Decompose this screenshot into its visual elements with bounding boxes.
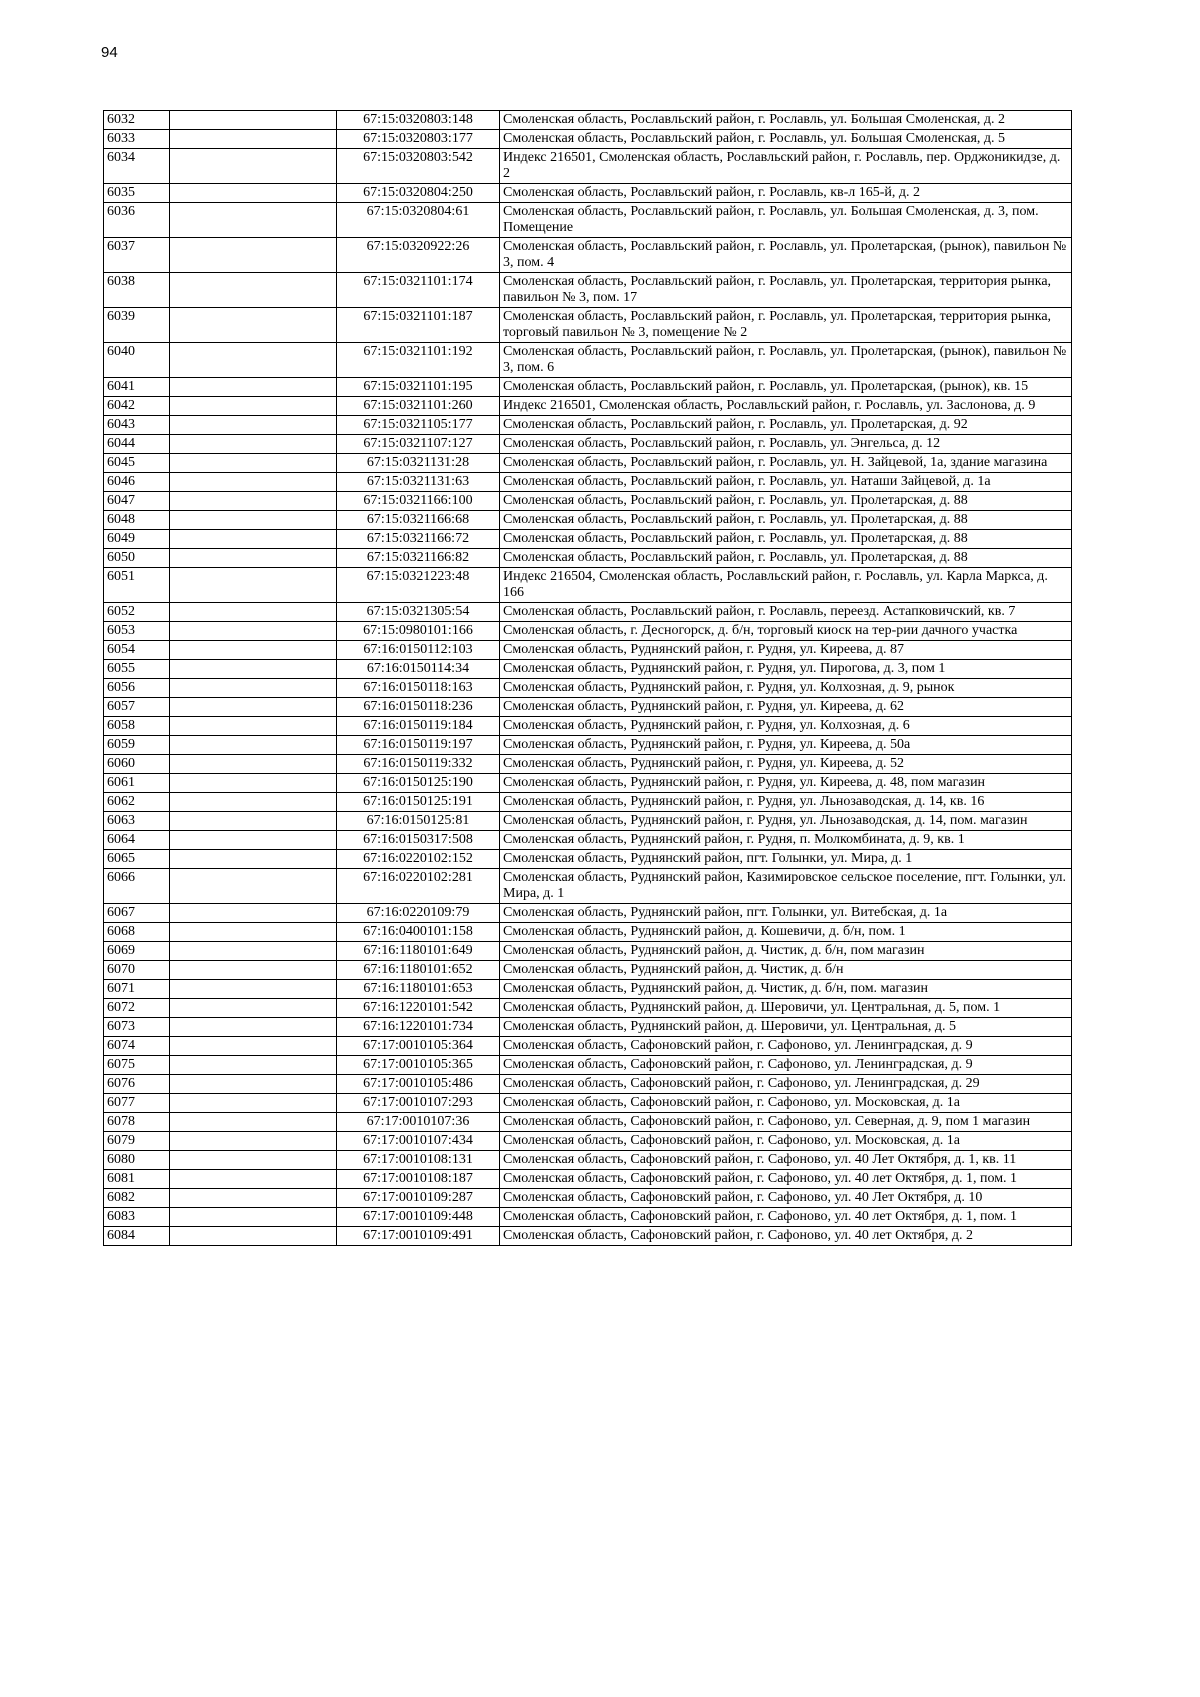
cadastral-number-cell: 67:17:0010105:486 [337, 1075, 500, 1094]
cadastral-number-cell: 67:16:0220109:79 [337, 904, 500, 923]
row-number-cell: 6072 [104, 999, 170, 1018]
empty-cell [170, 397, 337, 416]
address-cell: Смоленская область, Сафоновский район, г. Сафоново, ул. Ленинградская, д. 29 [500, 1075, 1072, 1094]
cadastral-number-cell: 67:16:0150119:184 [337, 717, 500, 736]
address-cell: Смоленская область, Руднянский район, д. Кошевичи, д. б/н, пом. 1 [500, 923, 1072, 942]
table-row [104, 999, 1072, 1018]
cadastral-number-cell: 67:15:0320803:542 [337, 149, 500, 184]
cadastral-number-cell: 67:17:0010107:293 [337, 1094, 500, 1113]
table-row [104, 1018, 1072, 1037]
address-cell: Смоленская область, Руднянский район, г. Рудня, ул. Колхозная, д. 9, рынок [500, 679, 1072, 698]
empty-cell [170, 308, 337, 343]
cadastral-number-cell: 67:17:0010109:491 [337, 1227, 500, 1246]
row-number-cell: 6060 [104, 755, 170, 774]
cadastral-number-cell: 67:16:1180101:649 [337, 942, 500, 961]
table-row [104, 130, 1072, 149]
empty-cell [170, 831, 337, 850]
row-number-cell: 6069 [104, 942, 170, 961]
row-number-cell: 6050 [104, 549, 170, 568]
cadastral-number-cell: 67:15:0321166:68 [337, 511, 500, 530]
address-cell: Смоленская область, Рославльский район, г. Рославль, ул. Пролетарская, д. 88 [500, 530, 1072, 549]
registry-table-body [104, 111, 1072, 1246]
address-cell: Смоленская область, Руднянский район, д. Чистик, д. б/н [500, 961, 1072, 980]
empty-cell [170, 1113, 337, 1132]
empty-cell [170, 736, 337, 755]
cadastral-number-cell: 67:15:0321101:192 [337, 343, 500, 378]
address-cell: Смоленская область, Рославльский район, г. Рославль, ул. Пролетарская, д. 88 [500, 511, 1072, 530]
row-number-cell: 6034 [104, 149, 170, 184]
empty-cell [170, 961, 337, 980]
empty-cell [170, 717, 337, 736]
cadastral-number-cell: 67:15:0320804:250 [337, 184, 500, 203]
cadastral-number-cell: 67:15:0321305:54 [337, 603, 500, 622]
table-row [104, 238, 1072, 273]
row-number-cell: 6064 [104, 831, 170, 850]
table-row [104, 530, 1072, 549]
empty-cell [170, 904, 337, 923]
address-cell: Смоленская область, г. Десногорск, д. б/н, торговый киоск на тер-рии дачного участка [500, 622, 1072, 641]
address-cell: Смоленская область, Сафоновский район, г. Сафоново, ул. Ленинградская, д. 9 [500, 1056, 1072, 1075]
row-number-cell: 6080 [104, 1151, 170, 1170]
row-number-cell: 6051 [104, 568, 170, 603]
address-cell: Смоленская область, Сафоновский район, г. Сафоново, ул. 40 Лет Октября, д. 1, кв. 11 [500, 1151, 1072, 1170]
row-number-cell: 6037 [104, 238, 170, 273]
row-number-cell: 6075 [104, 1056, 170, 1075]
cadastral-number-cell: 67:17:0010107:36 [337, 1113, 500, 1132]
empty-cell [170, 1056, 337, 1075]
address-cell: Смоленская область, Руднянский район, г. Рудня, ул. Киреева, д. 52 [500, 755, 1072, 774]
table-row [104, 793, 1072, 812]
row-number-cell: 6073 [104, 1018, 170, 1037]
address-cell: Индекс 216501, Смоленская область, Рославльский район, г. Рославль, ул. Заслонова, д. 9 [500, 397, 1072, 416]
address-cell: Смоленская область, Рославльский район, г. Рославль, ул. Пролетарская, территория рынка, павильон № 3, пом. 17 [500, 273, 1072, 308]
empty-cell [170, 774, 337, 793]
table-row [104, 717, 1072, 736]
cadastral-number-cell: 67:16:0150125:81 [337, 812, 500, 831]
table-row [104, 812, 1072, 831]
cadastral-number-cell: 67:15:0321131:63 [337, 473, 500, 492]
cadastral-number-cell: 67:16:0150317:508 [337, 831, 500, 850]
empty-cell [170, 416, 337, 435]
address-cell: Смоленская область, Руднянский район, г. Рудня, ул. Киреева, д. 87 [500, 641, 1072, 660]
empty-cell [170, 641, 337, 660]
address-cell: Смоленская область, Руднянский район, г. Рудня, ул. Киреева, д. 62 [500, 698, 1072, 717]
row-number-cell: 6048 [104, 511, 170, 530]
table-row [104, 492, 1072, 511]
empty-cell [170, 549, 337, 568]
cadastral-number-cell: 67:16:0150119:197 [337, 736, 500, 755]
row-number-cell: 6071 [104, 980, 170, 999]
row-number-cell: 6042 [104, 397, 170, 416]
table-row [104, 980, 1072, 999]
row-number-cell: 6033 [104, 130, 170, 149]
cadastral-number-cell: 67:16:0150118:236 [337, 698, 500, 717]
row-number-cell: 6055 [104, 660, 170, 679]
table-row [104, 511, 1072, 530]
cadastral-number-cell: 67:15:0320803:177 [337, 130, 500, 149]
row-number-cell: 6083 [104, 1208, 170, 1227]
table-row [104, 660, 1072, 679]
row-number-cell: 6066 [104, 869, 170, 904]
row-number-cell: 6053 [104, 622, 170, 641]
table-row [104, 273, 1072, 308]
address-cell: Смоленская область, Рославльский район, г. Рославль, ул. Большая Смоленская, д. 5 [500, 130, 1072, 149]
row-number-cell: 6044 [104, 435, 170, 454]
empty-cell [170, 793, 337, 812]
cadastral-number-cell: 67:16:0150125:191 [337, 793, 500, 812]
empty-cell [170, 812, 337, 831]
address-cell: Смоленская область, Сафоновский район, г. Сафоново, ул. 40 лет Октября, д. 2 [500, 1227, 1072, 1246]
row-number-cell: 6058 [104, 717, 170, 736]
row-number-cell: 6057 [104, 698, 170, 717]
empty-cell [170, 1151, 337, 1170]
cadastral-number-cell: 67:15:0321166:100 [337, 492, 500, 511]
cadastral-number-cell: 67:16:0400101:158 [337, 923, 500, 942]
cadastral-number-cell: 67:16:0150125:190 [337, 774, 500, 793]
cadastral-number-cell: 67:15:0321101:174 [337, 273, 500, 308]
table-row [104, 736, 1072, 755]
empty-cell [170, 568, 337, 603]
empty-cell [170, 1208, 337, 1227]
empty-cell [170, 1094, 337, 1113]
cadastral-number-cell: 67:16:0220102:281 [337, 869, 500, 904]
row-number-cell: 6076 [104, 1075, 170, 1094]
row-number-cell: 6039 [104, 308, 170, 343]
table-row [104, 203, 1072, 238]
table-row [104, 923, 1072, 942]
table-row [104, 111, 1072, 130]
table-row [104, 1208, 1072, 1227]
table-row [104, 755, 1072, 774]
address-cell: Смоленская область, Руднянский район, г. Рудня, ул. Льнозаводская, д. 14, пом. магазин [500, 812, 1072, 831]
cadastral-number-cell: 67:16:0150119:332 [337, 755, 500, 774]
address-cell: Смоленская область, Рославльский район, г. Рославль, ул. Пролетарская, д. 88 [500, 492, 1072, 511]
empty-cell [170, 869, 337, 904]
empty-cell [170, 511, 337, 530]
table-row [104, 904, 1072, 923]
address-cell: Смоленская область, Сафоновский район, г. Сафоново, ул. Северная, д. 9, пом 1 магазин [500, 1113, 1072, 1132]
address-cell: Смоленская область, Руднянский район, пгт. Голынки, ул. Мира, д. 1 [500, 850, 1072, 869]
table-row [104, 698, 1072, 717]
registry-table [103, 110, 1072, 1246]
address-cell: Смоленская область, Руднянский район, д. Чистик, д. б/н, пом магазин [500, 942, 1072, 961]
row-number-cell: 6049 [104, 530, 170, 549]
empty-cell [170, 1037, 337, 1056]
table-row [104, 397, 1072, 416]
address-cell: Смоленская область, Рославльский район, г. Рославль, ул. Пролетарская, (рынок), павильон № 3, пом. 4 [500, 238, 1072, 273]
row-number-cell: 6084 [104, 1227, 170, 1246]
address-cell: Смоленская область, Рославльский район, г. Рославль, ул. Большая Смоленская, д. 2 [500, 111, 1072, 130]
address-cell: Смоленская область, Рославльский район, г. Рославль, ул. Н. Зайцевой, 1а, здание магазина [500, 454, 1072, 473]
table-row [104, 149, 1072, 184]
empty-cell [170, 603, 337, 622]
address-cell: Смоленская область, Руднянский район, пгт. Голынки, ул. Витебская, д. 1а [500, 904, 1072, 923]
address-cell: Смоленская область, Рославльский район, г. Рославль, ул. Пролетарская, (рынок), павильон № 3, пом. 6 [500, 343, 1072, 378]
table-row [104, 1189, 1072, 1208]
empty-cell [170, 622, 337, 641]
cadastral-number-cell: 67:15:0320803:148 [337, 111, 500, 130]
empty-cell [170, 660, 337, 679]
empty-cell [170, 1132, 337, 1151]
address-cell: Смоленская область, Сафоновский район, г. Сафоново, ул. Ленинградская, д. 9 [500, 1037, 1072, 1056]
cadastral-number-cell: 67:15:0321105:177 [337, 416, 500, 435]
row-number-cell: 6052 [104, 603, 170, 622]
empty-cell [170, 492, 337, 511]
cadastral-number-cell: 67:17:0010107:434 [337, 1132, 500, 1151]
address-cell: Смоленская область, Руднянский район, Казимировское сельское поселение, пгт. Голынки, ул. Мира, д. 1 [500, 869, 1072, 904]
table-row [104, 942, 1072, 961]
address-cell: Смоленская область, Руднянский район, д. Шеровичи, ул. Центральная, д. 5, пом. 1 [500, 999, 1072, 1018]
table-row [104, 622, 1072, 641]
address-cell: Смоленская область, Руднянский район, д. Шеровичи, ул. Центральная, д. 5 [500, 1018, 1072, 1037]
cadastral-number-cell: 67:16:1220101:542 [337, 999, 500, 1018]
cadastral-number-cell: 67:16:1220101:734 [337, 1018, 500, 1037]
address-cell: Смоленская область, Рославльский район, г. Рославль, ул. Пролетарская, территория рынка, торговый павильон № 3, помещение № 2 [500, 308, 1072, 343]
row-number-cell: 6062 [104, 793, 170, 812]
cadastral-number-cell: 67:17:0010109:287 [337, 1189, 500, 1208]
empty-cell [170, 454, 337, 473]
row-number-cell: 6032 [104, 111, 170, 130]
empty-cell [170, 111, 337, 130]
table-row [104, 1132, 1072, 1151]
empty-cell [170, 999, 337, 1018]
table-row [104, 641, 1072, 660]
cadastral-number-cell: 67:17:0010108:131 [337, 1151, 500, 1170]
row-number-cell: 6047 [104, 492, 170, 511]
row-number-cell: 6059 [104, 736, 170, 755]
cadastral-number-cell: 67:16:0150118:163 [337, 679, 500, 698]
empty-cell [170, 435, 337, 454]
table-row [104, 774, 1072, 793]
row-number-cell: 6040 [104, 343, 170, 378]
table-row [104, 435, 1072, 454]
table-row [104, 1094, 1072, 1113]
empty-cell [170, 679, 337, 698]
empty-cell [170, 923, 337, 942]
empty-cell [170, 1189, 337, 1208]
empty-cell [170, 1018, 337, 1037]
empty-cell [170, 473, 337, 492]
cadastral-number-cell: 67:15:0321223:48 [337, 568, 500, 603]
table-row [104, 961, 1072, 980]
row-number-cell: 6067 [104, 904, 170, 923]
cadastral-number-cell: 67:15:0321101:187 [337, 308, 500, 343]
address-cell: Индекс 216504, Смоленская область, Рославльский район, г. Рославль, ул. Карла Маркса, д. 166 [500, 568, 1072, 603]
empty-cell [170, 1170, 337, 1189]
row-number-cell: 6046 [104, 473, 170, 492]
row-number-cell: 6054 [104, 641, 170, 660]
empty-cell [170, 850, 337, 869]
address-cell: Смоленская область, Рославльский район, г. Рославль, кв-л 165-й, д. 2 [500, 184, 1072, 203]
empty-cell [170, 1227, 337, 1246]
empty-cell [170, 980, 337, 999]
address-cell: Смоленская область, Руднянский район, г. Рудня, ул. Пирогова, д. 3, пом 1 [500, 660, 1072, 679]
row-number-cell: 6082 [104, 1189, 170, 1208]
table-row [104, 831, 1072, 850]
row-number-cell: 6045 [104, 454, 170, 473]
empty-cell [170, 238, 337, 273]
cadastral-number-cell: 67:15:0321166:82 [337, 549, 500, 568]
empty-cell [170, 942, 337, 961]
table-row [104, 603, 1072, 622]
row-number-cell: 6061 [104, 774, 170, 793]
table-row [104, 1170, 1072, 1189]
table-row [104, 568, 1072, 603]
address-cell: Смоленская область, Сафоновский район, г. Сафоново, ул. 40 Лет Октября, д. 10 [500, 1189, 1072, 1208]
address-cell: Смоленская область, Руднянский район, г. Рудня, ул. Колхозная, д. 6 [500, 717, 1072, 736]
row-number-cell: 6074 [104, 1037, 170, 1056]
address-cell: Индекс 216501, Смоленская область, Рославльский район, г. Рославль, пер. Орджоникидзе, д. 2 [500, 149, 1072, 184]
cadastral-number-cell: 67:15:0321101:260 [337, 397, 500, 416]
table-row [104, 454, 1072, 473]
row-number-cell: 6079 [104, 1132, 170, 1151]
table-row [104, 549, 1072, 568]
empty-cell [170, 149, 337, 184]
row-number-cell: 6038 [104, 273, 170, 308]
empty-cell [170, 203, 337, 238]
cadastral-number-cell: 67:17:0010105:365 [337, 1056, 500, 1075]
address-cell: Смоленская область, Рославльский район, г. Рославль, ул. Пролетарская, д. 92 [500, 416, 1072, 435]
empty-cell [170, 530, 337, 549]
table-row [104, 850, 1072, 869]
address-cell: Смоленская область, Сафоновский район, г. Сафоново, ул. Московская, д. 1а [500, 1132, 1072, 1151]
table-row [104, 416, 1072, 435]
cadastral-number-cell: 67:17:0010105:364 [337, 1037, 500, 1056]
cadastral-number-cell: 67:15:0321166:72 [337, 530, 500, 549]
cadastral-number-cell: 67:16:1180101:652 [337, 961, 500, 980]
address-cell: Смоленская область, Руднянский район, г. Рудня, ул. Киреева, д. 48, пом магазин [500, 774, 1072, 793]
empty-cell [170, 184, 337, 203]
table-row [104, 343, 1072, 378]
cadastral-number-cell: 67:17:0010109:448 [337, 1208, 500, 1227]
table-row [104, 1037, 1072, 1056]
row-number-cell: 6043 [104, 416, 170, 435]
row-number-cell: 6078 [104, 1113, 170, 1132]
cadastral-number-cell: 67:15:0321101:195 [337, 378, 500, 397]
empty-cell [170, 130, 337, 149]
row-number-cell: 6077 [104, 1094, 170, 1113]
address-cell: Смоленская область, Руднянский район, г. Рудня, п. Молкомбината, д. 9, кв. 1 [500, 831, 1072, 850]
address-cell: Смоленская область, Руднянский район, д. Чистик, д. б/н, пом. магазин [500, 980, 1072, 999]
empty-cell [170, 343, 337, 378]
address-cell: Смоленская область, Рославльский район, г. Рославль, ул. Пролетарская, (рынок), кв. 15 [500, 378, 1072, 397]
table-row [104, 1075, 1072, 1094]
address-cell: Смоленская область, Руднянский район, г. Рудня, ул. Льнозаводская, д. 14, кв. 16 [500, 793, 1072, 812]
empty-cell [170, 1075, 337, 1094]
address-cell: Смоленская область, Сафоновский район, г. Сафоново, ул. Московская, д. 1а [500, 1094, 1072, 1113]
table-row [104, 378, 1072, 397]
table-row [104, 308, 1072, 343]
row-number-cell: 6065 [104, 850, 170, 869]
cadastral-number-cell: 67:15:0321131:28 [337, 454, 500, 473]
table-row [104, 1151, 1072, 1170]
row-number-cell: 6035 [104, 184, 170, 203]
address-cell: Смоленская область, Руднянский район, г. Рудня, ул. Киреева, д. 50а [500, 736, 1072, 755]
table-row [104, 1056, 1072, 1075]
empty-cell [170, 273, 337, 308]
table-row [104, 869, 1072, 904]
address-cell: Смоленская область, Рославльский район, г. Рославль, ул. Большая Смоленская, д. 3, пом. Помещение [500, 203, 1072, 238]
table-row [104, 679, 1072, 698]
address-cell: Смоленская область, Сафоновский район, г. Сафоново, ул. 40 лет Октября, д. 1, пом. 1 [500, 1208, 1072, 1227]
cadastral-number-cell: 67:17:0010108:187 [337, 1170, 500, 1189]
empty-cell [170, 698, 337, 717]
row-number-cell: 6063 [104, 812, 170, 831]
address-cell: Смоленская область, Рославльский район, г. Рославль, ул. Наташи Зайцевой, д. 1а [500, 473, 1072, 492]
row-number-cell: 6041 [104, 378, 170, 397]
table-row [104, 1113, 1072, 1132]
cadastral-number-cell: 67:16:1180101:653 [337, 980, 500, 999]
address-cell: Смоленская область, Рославльский район, г. Рославль, ул. Энгельса, д. 12 [500, 435, 1072, 454]
cadastral-number-cell: 67:15:0980101:166 [337, 622, 500, 641]
row-number-cell: 6056 [104, 679, 170, 698]
cadastral-number-cell: 67:16:0220102:152 [337, 850, 500, 869]
address-cell: Смоленская область, Сафоновский район, г. Сафоново, ул. 40 лет Октября, д. 1, пом. 1 [500, 1170, 1072, 1189]
empty-cell [170, 378, 337, 397]
cadastral-number-cell: 67:16:0150114:34 [337, 660, 500, 679]
page-number: 94 [101, 44, 118, 61]
cadastral-number-cell: 67:15:0320804:61 [337, 203, 500, 238]
table-row [104, 1227, 1072, 1246]
table-row [104, 473, 1072, 492]
cadastral-number-cell: 67:16:0150112:103 [337, 641, 500, 660]
row-number-cell: 6081 [104, 1170, 170, 1189]
empty-cell [170, 755, 337, 774]
address-cell: Смоленская область, Рославльский район, г. Рославль, переезд. Астапковичский, кв. 7 [500, 603, 1072, 622]
row-number-cell: 6068 [104, 923, 170, 942]
cadastral-number-cell: 67:15:0321107:127 [337, 435, 500, 454]
row-number-cell: 6070 [104, 961, 170, 980]
address-cell: Смоленская область, Рославльский район, г. Рославль, ул. Пролетарская, д. 88 [500, 549, 1072, 568]
table-row [104, 184, 1072, 203]
cadastral-number-cell: 67:15:0320922:26 [337, 238, 500, 273]
row-number-cell: 6036 [104, 203, 170, 238]
